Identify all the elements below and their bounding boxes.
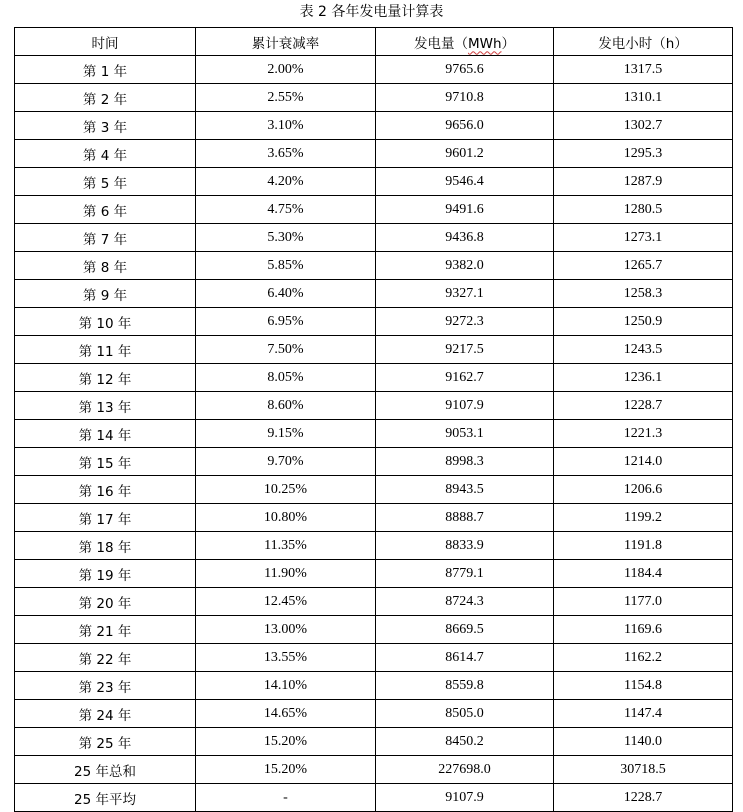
- hours-cell: 1199.2: [554, 504, 733, 532]
- year-cell: 第 22 年: [15, 644, 196, 672]
- decay-rate-cell: 14.10%: [196, 672, 376, 700]
- hours-cell: 1280.5: [554, 196, 733, 224]
- decay-rate-cell: -: [196, 784, 376, 812]
- decay-rate-cell: 2.55%: [196, 84, 376, 112]
- energy-cell: 9382.0: [376, 252, 554, 280]
- decay-rate-cell: 14.65%: [196, 700, 376, 728]
- hours-cell: 1177.0: [554, 588, 733, 616]
- table-row: [15, 532, 733, 560]
- header-energy-prefix: 发电量（: [413, 35, 468, 52]
- hours-cell: 1273.1: [554, 224, 733, 252]
- energy-cell: 9053.1: [376, 420, 554, 448]
- table-row: [15, 308, 733, 336]
- year-cell: 第 17 年: [15, 504, 196, 532]
- year-cell: 第 21 年: [15, 616, 196, 644]
- energy-cell: 9710.8: [376, 84, 554, 112]
- year-cell: 第 23 年: [15, 672, 196, 700]
- hours-cell: 1206.6: [554, 476, 733, 504]
- hours-cell: 1147.4: [554, 700, 733, 728]
- energy-cell: 8724.3: [376, 588, 554, 616]
- table-row: [15, 196, 733, 224]
- table-header: [15, 28, 733, 56]
- summary-label-cell: 25 年总和: [15, 756, 196, 784]
- year-cell: 第 13 年: [15, 392, 196, 420]
- table-row: [15, 616, 733, 644]
- year-cell: 第 11 年: [15, 336, 196, 364]
- decay-rate-cell: 6.95%: [196, 308, 376, 336]
- hours-cell: 1243.5: [554, 336, 733, 364]
- table-row: [15, 448, 733, 476]
- decay-rate-cell: 11.35%: [196, 532, 376, 560]
- energy-cell: 8505.0: [376, 700, 554, 728]
- decay-rate-cell: 15.20%: [196, 728, 376, 756]
- table-row: [15, 336, 733, 364]
- decay-rate-cell: 5.85%: [196, 252, 376, 280]
- summary-row: [15, 784, 733, 812]
- table-row: [15, 700, 733, 728]
- table-row: [15, 112, 733, 140]
- year-cell: 第 12 年: [15, 364, 196, 392]
- table-row: [15, 392, 733, 420]
- year-cell: 第 9 年: [15, 280, 196, 308]
- hours-cell: 1169.6: [554, 616, 733, 644]
- energy-cell: 8614.7: [376, 644, 554, 672]
- hours-cell: 1154.8: [554, 672, 733, 700]
- decay-rate-cell: 4.20%: [196, 168, 376, 196]
- summary-label-cell: 25 年平均: [15, 784, 196, 812]
- year-cell: 第 25 年: [15, 728, 196, 756]
- year-cell: 第 4 年: [15, 140, 196, 168]
- table-row: [15, 56, 733, 84]
- hours-cell: 1258.3: [554, 280, 733, 308]
- energy-cell: 227698.0: [376, 756, 554, 784]
- header-energy: [376, 28, 554, 56]
- table-row: [15, 140, 733, 168]
- hours-cell: 1228.7: [554, 392, 733, 420]
- hours-cell: 1228.7: [554, 784, 733, 812]
- table-row: [15, 588, 733, 616]
- energy-cell: 9491.6: [376, 196, 554, 224]
- hours-cell: 30718.5: [554, 756, 733, 784]
- table-row: [15, 224, 733, 252]
- table-row: [15, 644, 733, 672]
- header-year: 时间: [15, 28, 196, 56]
- table-row: [15, 364, 733, 392]
- decay-rate-cell: 5.30%: [196, 224, 376, 252]
- table-caption: 表 2 各年发电量计算表: [299, 4, 444, 20]
- decay-rate-cell: 7.50%: [196, 336, 376, 364]
- hours-cell: 1191.8: [554, 532, 733, 560]
- decay-rate-cell: 13.00%: [196, 616, 376, 644]
- header-hours: 发电小时（h）: [554, 28, 733, 56]
- energy-cell: 9107.9: [376, 392, 554, 420]
- energy-cell: 9601.2: [376, 140, 554, 168]
- hours-cell: 1214.0: [554, 448, 733, 476]
- table-body: [15, 56, 733, 812]
- year-cell: 第 15 年: [15, 448, 196, 476]
- table-row: [15, 560, 733, 588]
- energy-cell: 9656.0: [376, 112, 554, 140]
- year-cell: 第 3 年: [15, 112, 196, 140]
- table-row: [15, 280, 733, 308]
- table-row: [15, 504, 733, 532]
- decay-rate-cell: 3.65%: [196, 140, 376, 168]
- decay-rate-cell: 8.60%: [196, 392, 376, 420]
- energy-cell: 8559.8: [376, 672, 554, 700]
- annual-generation-table: [14, 27, 733, 812]
- year-cell: 第 16 年: [15, 476, 196, 504]
- year-cell: 第 14 年: [15, 420, 196, 448]
- table-row: [15, 672, 733, 700]
- year-cell: 第 2 年: [15, 84, 196, 112]
- year-cell: 第 7 年: [15, 224, 196, 252]
- year-cell: 第 8 年: [15, 252, 196, 280]
- hours-cell: 1140.0: [554, 728, 733, 756]
- header-row: [15, 28, 733, 56]
- energy-cell: 9272.3: [376, 308, 554, 336]
- year-cell: 第 19 年: [15, 560, 196, 588]
- header-energy-unit: MWh: [467, 35, 502, 52]
- hours-cell: 1265.7: [554, 252, 733, 280]
- hours-cell: 1184.4: [554, 560, 733, 588]
- energy-cell: 8888.7: [376, 504, 554, 532]
- energy-cell: 9217.5: [376, 336, 554, 364]
- decay-rate-cell: 12.45%: [196, 588, 376, 616]
- energy-cell: 9765.6: [376, 56, 554, 84]
- table-row: [15, 252, 733, 280]
- year-cell: 第 1 年: [15, 56, 196, 84]
- year-cell: 第 18 年: [15, 532, 196, 560]
- energy-cell: 9546.4: [376, 168, 554, 196]
- summary-row: [15, 756, 733, 784]
- decay-rate-cell: 13.55%: [196, 644, 376, 672]
- hours-cell: 1221.3: [554, 420, 733, 448]
- hours-cell: 1287.9: [554, 168, 733, 196]
- decay-rate-cell: 10.25%: [196, 476, 376, 504]
- energy-cell: 8998.3: [376, 448, 554, 476]
- hours-cell: 1317.5: [554, 56, 733, 84]
- year-cell: 第 10 年: [15, 308, 196, 336]
- year-cell: 第 20 年: [15, 588, 196, 616]
- energy-cell: 8779.1: [376, 560, 554, 588]
- table-row: [15, 168, 733, 196]
- decay-rate-cell: 11.90%: [196, 560, 376, 588]
- decay-rate-cell: 2.00%: [196, 56, 376, 84]
- decay-rate-cell: 15.20%: [196, 756, 376, 784]
- decay-rate-cell: 3.10%: [196, 112, 376, 140]
- year-cell: 第 5 年: [15, 168, 196, 196]
- year-cell: 第 6 年: [15, 196, 196, 224]
- decay-rate-cell: 4.75%: [196, 196, 376, 224]
- energy-cell: 8833.9: [376, 532, 554, 560]
- table-row: [15, 84, 733, 112]
- hours-cell: 1236.1: [554, 364, 733, 392]
- energy-cell: 9436.8: [376, 224, 554, 252]
- energy-cell: 8669.5: [376, 616, 554, 644]
- hours-cell: 1310.1: [554, 84, 733, 112]
- table-row: [15, 476, 733, 504]
- hours-cell: 1250.9: [554, 308, 733, 336]
- header-energy-suffix: ）: [501, 35, 516, 52]
- energy-cell: 9162.7: [376, 364, 554, 392]
- table-row: [15, 420, 733, 448]
- hours-cell: 1295.3: [554, 140, 733, 168]
- year-cell: 第 24 年: [15, 700, 196, 728]
- energy-cell: 8450.2: [376, 728, 554, 756]
- hours-cell: 1162.2: [554, 644, 733, 672]
- decay-rate-cell: 9.70%: [196, 448, 376, 476]
- hours-cell: 1302.7: [554, 112, 733, 140]
- header-decay-rate: 累计衰减率: [196, 28, 376, 56]
- decay-rate-cell: 9.15%: [196, 420, 376, 448]
- energy-cell: 9327.1: [376, 280, 554, 308]
- table-row: [15, 728, 733, 756]
- decay-rate-cell: 6.40%: [196, 280, 376, 308]
- decay-rate-cell: 8.05%: [196, 364, 376, 392]
- decay-rate-cell: 10.80%: [196, 504, 376, 532]
- energy-cell: 8943.5: [376, 476, 554, 504]
- energy-cell: 9107.9: [376, 784, 554, 812]
